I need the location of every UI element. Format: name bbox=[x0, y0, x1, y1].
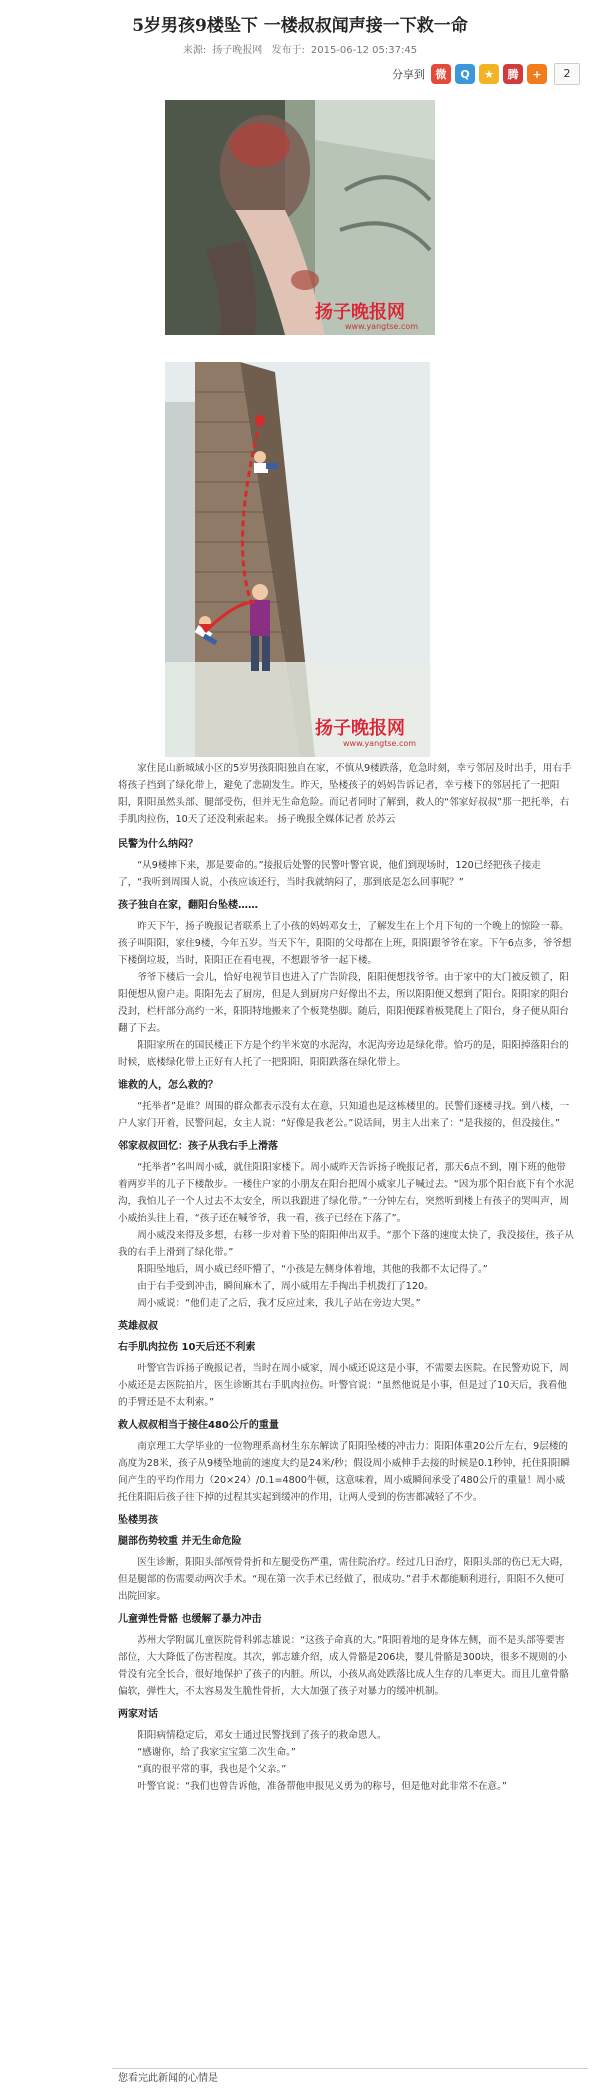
article-paragraph: 家住昆山新城域小区的5岁男孩阳阳独自在家，不慎从9楼跌落，危急时刻，幸亏邻居及时出手，用右手将孩子挡到了绿化带上，避免了悲剧发生。昨天，坠楼孩子的妈妈告诉记者，幸亏楼下的邻居托了一把阳阳，阳阳虽然头部、腿部受伤，但并无生命危险。而记者同时了解到，救人的“邻家好叔叔”那一把托举，右手肌肉拉伤，10天了还没利索起来。 扬子晚报全媒体记者 於苏云 bbox=[118, 763, 572, 825]
published-label: 发布于: bbox=[271, 45, 305, 56]
share-count[interactable]: 2 bbox=[554, 63, 580, 85]
star-icon[interactable]: ★ bbox=[479, 64, 499, 84]
injury-photo bbox=[165, 100, 435, 335]
published-time: 2015-06-12 05:37:45 bbox=[310, 45, 418, 56]
article-meta bbox=[0, 44, 600, 58]
qzone-icon[interactable]: Q bbox=[455, 64, 475, 84]
article-paragraph: “托举者”名叫周小威，就住阳阳家楼下。周小威昨天告诉扬子晚报记者，那天6点不到，刚下班的他带着两岁半的儿子下楼散步。一楼住户家的小朋友在阳台把周小威家儿子喊过去。“因为那个阳台底下有个水泥沟，我怕儿子一个人过去不太安全，所以我跟进了绿化带。”一分钟左右，突然听到楼上有孩子的哭叫声，周小威抬头往上看，“孩子还在喊爷爷，我一看，孩子已经在下落了”。 bbox=[118, 1162, 574, 1224]
section-heading: 右手肌肉拉伤 10天后还不利索 bbox=[118, 1342, 256, 1353]
section-heading: 孩子独自在家，翻阳台坠楼…… bbox=[118, 900, 258, 911]
source-label: 来源: bbox=[182, 45, 207, 56]
article-paragraph: “感谢你，给了我家宝宝第二次生命。” bbox=[137, 1747, 296, 1758]
section-heading: 坠楼男孩 bbox=[118, 1515, 158, 1526]
article-paragraph: “真的很平常的事，我也是个父亲。” bbox=[137, 1764, 287, 1775]
article-paragraph: 周小威说：“他们走了之后，我才反应过来，我儿子站在旁边大哭。” bbox=[137, 1298, 421, 1309]
weibo-icon[interactable]: 微 bbox=[431, 64, 451, 84]
more-icon[interactable]: + bbox=[527, 64, 547, 84]
fall-illustration-graphic bbox=[165, 362, 430, 757]
section-heading: 谁救的人，怎么救的？ bbox=[118, 1080, 218, 1091]
section-heading: 两家对话 bbox=[118, 1709, 158, 1720]
section-heading: 儿童弹性骨骼 也缓解了暴力冲击 bbox=[118, 1614, 262, 1625]
paragraph-gap bbox=[118, 828, 574, 836]
article-paragraph: 由于右手受到冲击，瞬间麻木了，周小威用左手掏出手机拨打了120。 bbox=[137, 1281, 434, 1292]
article-paragraph: “从9楼摔下来，那是要命的。”接报后处警的民警叶警官说，他们到现场时，120已经把孩子接走了，“我听到周围人说，小孩应该还行，当时我就纳闷了，那到底是怎么回事呢？” bbox=[118, 860, 541, 888]
section-heading: 救人叔叔相当于接住480公斤的重量 bbox=[118, 1420, 279, 1431]
section-heading: 腿部伤势较重 并无生命危险 bbox=[118, 1536, 242, 1547]
article-paragraph: 医生诊断，阳阳头部颅骨骨折和左腿受伤严重，需住院治疗。经过几日治疗，阳阳头部的伤已无大碍，但是腿部的伤需要动两次手术。“现在第一次手术已经做了，很成功。”君手术都能顺利进行，阳阳不久便可出院回家。 bbox=[118, 1557, 569, 1602]
article-paragraph: 阳阳家所在的国民楼正下方是个约半米宽的水泥沟，水泥沟旁边是绿化带。恰巧的是，阳阳掉落阳台的时候，底楼绿化带上正好有人托了一把阳阳，阳阳跌落在绿化带上。 bbox=[118, 1040, 569, 1068]
article-paragraph: 阳阳病情稳定后，邓女士通过民警找到了孩子的救命恩人。 bbox=[137, 1730, 387, 1741]
section-heading: 民警为什么纳闷？ bbox=[118, 839, 198, 850]
article-paragraph: “托举者”是谁？周围的群众都表示没有太在意，只知道也是这栋楼里的。民警们逐楼寻找。到八楼，一户人家门开着，民警问起，女主人说：“好像是我老公。”说话间，男主人出来了：“是我接的，但没接住。” bbox=[118, 1101, 570, 1129]
article-title: 5岁男孩9楼坠下 一楼叔叔闻声接一下救一命 bbox=[132, 16, 468, 36]
watermark-logo-2: 扬子晚报网 bbox=[315, 718, 405, 739]
source-name: 扬子晚报网 bbox=[212, 45, 263, 56]
section-heading: 邻家叔叔回忆：孩子从我右手上滑落 bbox=[118, 1141, 278, 1152]
share-label: 分享到 bbox=[392, 68, 425, 81]
article-paragraph: 昨天下午，扬子晚报记者联系上了小孩的妈妈邓女士，了解发生在上个月下旬的一个晚上的惊险一幕。孩子叫阳阳，家住9楼，今年五岁。当天下午，阳阳的父母都在上班，阳阳跟爷爷在家。下午6点多，爷爷想下楼倒垃圾，当时，阳阳正在看电视，不想跟爷爷一起下楼。 bbox=[118, 921, 572, 966]
article-paragraph: 爷爷下楼后一会儿，恰好电视节目也进入了广告阶段，阳阳便想找爷爷。由于家中的大门被反锁了，阳阳便想从窗户走。阳阳先去了厨房，但是人到厨房户好像出不去，所以阳阳便又想到了阳台。阳阳家的阳台没封，栏杆部分高约一米，阳阳特地搬来了个板凳垫脚。随后，阳阳便踩着板凳爬上了阳台，身子便从阳台翻了下去。 bbox=[118, 972, 569, 1034]
article-paragraph: 阳阳坠地后，周小威已经吓懵了，“小孩是左侧身体着地，其他的我都不太记得了。” bbox=[137, 1264, 488, 1275]
article-paragraph: 周小威没来得及多想，右移一步对着下坠的阳阳伸出双手。“那个下落的速度太快了，我没接住，孩子从我的右手上滑到了绿化带。” bbox=[118, 1230, 574, 1258]
article-paragraph: 苏州大学附属儿童医院骨科郭志雄说：“这孩子命真的大。”阳阳着地的是身体左侧，而不是头部等要害部位，大大降低了伤害程度。其次，郭志雄介绍，成人骨骼是206块，婴儿骨骼是300块，很多不规则的小骨没有完全长合，很好地保护了孩子的内脏。所以，小孩从高处跌落比成人生存的几率更大。而且儿童骨骼偏软，弹性大，不太容易发生脆性骨折，大大加强了孩子对暴力的缓冲机制。 bbox=[118, 1635, 569, 1697]
article-paragraph: 南京理工大学毕业的一位物理系高材生东东解读了阳阳坠楼的冲击力：阳阳体重20公斤左右，9层楼的高度为28米，孩子从9楼坠地前的速度大约是24米/秒；假设周小威伸手去接的时候是0.1秒钟，托住阳阳瞬间产生的平均作用力（20×24）/0.1=4800牛顿，这意味着，周小威瞬间承受了480公斤的重量！周小威托住阳阳后孩子往下掉的过程其实起到缓冲的作用，让两人受到的伤害都减轻了不少。 bbox=[118, 1441, 570, 1503]
article-paragraph: 叶警官告诉扬子晚报记者，当时在周小威家，周小威还说这是小事，不需要去医院。在民警劝说下，周小威还是去医院拍片，医生诊断其右手肌肉拉伤。叶警官说：“虽然他说是小事，但是过了10天后，我看他的手臂还是不太利索。” bbox=[118, 1363, 569, 1408]
mood-survey-heading: 您看完此新闻的心情是 bbox=[112, 2068, 588, 2089]
tencent-weibo-icon[interactable]: 腾 bbox=[503, 64, 523, 84]
share-bar bbox=[392, 62, 580, 86]
watermark-url: www.yangtse.com bbox=[345, 322, 419, 331]
watermark-url-2: www.yangtse.com bbox=[343, 739, 417, 748]
watermark-logo: 扬子晚报网 bbox=[315, 302, 405, 323]
article-body bbox=[118, 760, 574, 1795]
fall-illustration bbox=[165, 362, 430, 757]
section-heading: 英雄叔叔 bbox=[118, 1321, 158, 1332]
article-paragraph: 叶警官说：“我们也曾告诉他，准备帮他申报见义勇为的称号，但是他对此非常不在意。” bbox=[137, 1781, 507, 1792]
